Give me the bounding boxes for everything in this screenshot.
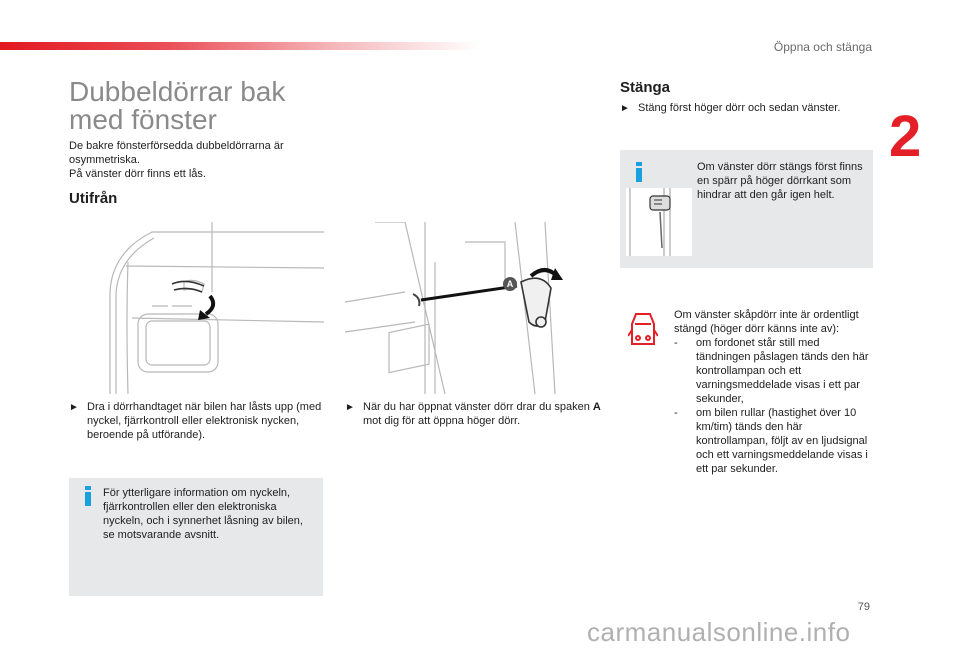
info-box-key [69, 478, 323, 596]
latch-illustration [626, 188, 692, 256]
intro-line1: De bakre fönsterförsedda dubbeldörrarna är [69, 140, 284, 152]
bullet-arrow-icon: ► [345, 402, 355, 413]
info-box-latch [620, 150, 873, 268]
lever-a-illustration [345, 222, 575, 394]
instruction-bullet-lever [345, 400, 605, 428]
instruction-bullet-close [620, 101, 880, 116]
page-number: 79 [857, 601, 870, 613]
warning-item-text: om fordonet står still med tändningen påslagen tänds den här kontrollampan och ett varningsmeddelade visas i ett par sekunder, [696, 337, 869, 405]
warning-item-text: om bilen rullar (hastighet över 10 km/tim) tänds den här kontrollampan, följt av en ljudsignal och ett varningsmeddelande visas i ett par sekunder. [696, 407, 868, 475]
door-handle-illustration [92, 222, 324, 394]
info-text: För ytterligare information om nyckeln, fjärrkontrollen eller den elektroniska nyckeln, och i synnerhet låsning av bilen, se motsvarande avsnitt. [103, 487, 303, 541]
instruction-text: Dra i dörrhandtaget när bilen har låsts upp (med nyckel, fjärrkontroll eller elektronisk nycken, beroende på utförande). [87, 401, 322, 441]
page-title-line2: med fönster [69, 104, 217, 135]
instruction-text-post: mot dig för att öppna höger dörr. [363, 415, 521, 427]
page-title-line1: Dubbeldörrar bak [69, 76, 286, 107]
chapter-number: 2 [889, 104, 922, 169]
bullet-arrow-icon: ► [620, 103, 630, 114]
intro-line2: osymmetriska. [69, 154, 140, 166]
header-section-title: Öppna och stänga [773, 40, 872, 54]
info-icon [634, 162, 644, 182]
instruction-text-pre: När du har öppnat vänster dörr drar du spaken [363, 401, 593, 413]
warning-intro: Om vänster skåpdörr inte är ordentligt stängd (höger dörr känns inte av): [674, 309, 859, 335]
callout-a-label: A [506, 279, 514, 289]
info-text: Om vänster dörr stängs först finns en spärr på höger dörrkant som hindrar att den går igen helt. [697, 161, 863, 201]
callout-a-badge [503, 277, 517, 291]
heading-outside: Utifrån [69, 190, 118, 207]
instruction-text-bold: A [592, 401, 601, 413]
heading-close: Stänga [620, 79, 671, 96]
instruction-text: Stäng först höger dörr och sedan vänster. [638, 102, 841, 114]
info-icon [83, 486, 93, 506]
warning-text [674, 308, 874, 476]
warning-item [674, 336, 874, 406]
instruction-bullet-open-handle [69, 400, 327, 442]
warning-item [674, 406, 874, 476]
intro-line3: På vänster dörr finns ett lås. [69, 168, 206, 180]
dash-marker: - [674, 337, 678, 349]
bullet-arrow-icon: ► [69, 402, 79, 413]
intro-paragraph [69, 139, 329, 181]
chapter-color-bar [0, 42, 480, 50]
instruction-text [363, 400, 605, 428]
door-open-warning-icon [628, 310, 658, 350]
watermark: carmanualsonline.info [587, 617, 851, 647]
page-title [69, 78, 285, 134]
dash-marker: - [674, 407, 678, 419]
